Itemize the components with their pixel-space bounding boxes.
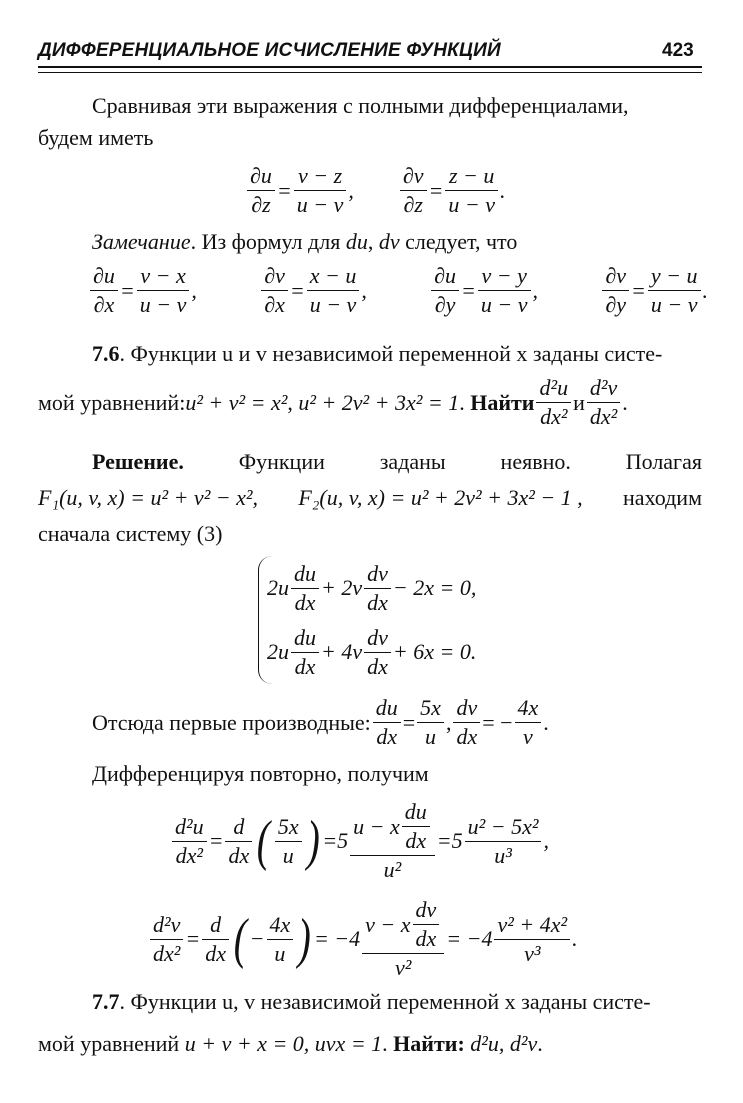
equation-system — [258, 556, 476, 684]
system-row: 2u $\frac{du}{dx}$ + 4v $\frac{dv}{dx}$ + 6x = 0. — [267, 624, 477, 679]
formula-second-derivative-u: $\frac{\text{d²u}}{\text{dx²}}$ = $\frac{d}{dx}$ ( $\frac{5x}{u}$ ) = 5 u − x $\frac{du}{dx}$ u² = 5 $\frac{\text{u² − 5x²}}{\text{u³}}$ , — [170, 798, 549, 884]
solution-label: Решение. — [92, 449, 184, 474]
paragraph-line: Дифференцируя повторно, получим — [92, 761, 429, 786]
system-row: 2u $\frac{du}{dx}$ + 2v $\frac{dv}{dx}$ − 2x = 0, — [267, 560, 477, 615]
formula-partials-z: $\frac{\partial u}{\partial z}$ = $\frac{v - z}{u - v}$ , $\frac{\partial v}{\partial z}$ = $\frac{z - u}{u - v}$ . — [245, 162, 505, 219]
solution-line2: F₁(u, v, x) = u² + v² − x², F₂(u, v, x) = u² + 2v² + 3x² − 1 , находим — [38, 485, 702, 510]
problem-7-6-line1: 7.6. Функции u и v независимой переменной x заданы систе- — [92, 341, 663, 366]
problem-number: 7.6 — [92, 341, 120, 366]
problem-7-7-line1: 7.7. Функции u, v независимой переменной x заданы систе- — [92, 989, 651, 1014]
solution-line3: сначала систему (3) — [38, 521, 223, 546]
paragraph-line: Сравнивая эти выражения с полными дифференциалами, — [92, 93, 629, 118]
solution-line1: Решение. Функции заданы неявно. Полагая — [92, 449, 702, 474]
formula-partials-xy: $\frac{\partial u}{\partial x}$ = $\frac{v - x}{u - v}$ , $\frac{\partial v}{\partial x}$ = $\frac{x - u}{u - v}$ , $\frac{\partial u}{\partial y}$ = $\frac{v - y}{u - v}$ , $\frac{\partial v}{\partial y}$ = $\frac{y - u}{u - v}$ . — [88, 262, 708, 319]
problem-number: 7.7 — [92, 989, 120, 1014]
problem-7-7-line2: мой уравнений u + v + x = 0, uvx = 1. Найти: d²u, d²v. — [38, 1031, 543, 1056]
paragraph-line: будем иметь — [38, 125, 154, 150]
problem-7-6-line2: мой уравнений: u² + v² = x² , u² + 2v² + 3x² = 1 . Найти $\frac{\text{d²u}}{\text{dx²}}$ и $\frac{\text{d²v}}{\text{dx²}}$ . — [38, 375, 628, 429]
remark-line: Замечание. Из формул для du, dv следует, что — [92, 229, 518, 254]
first-derivatives-line: Отсюда первые производные: $\frac{du}{dx}$ = $\frac{5x}{u}$ , $\frac{dv}{dx}$ = − $\frac{4x}{v}$ . — [92, 695, 549, 749]
header-rule-thick — [38, 66, 702, 68]
formula-second-derivative-v: $\frac{\text{d²v}}{\text{dx²}}$ = $\frac{d}{dx}$ ( − $\frac{4x}{u}$ ) = − 4 v − x $\frac{dv}{dx}$ v² = − 4 $\frac{\text{v² + 4x²}}{\text{v³}}$ . — [148, 896, 578, 982]
header-rule-thin — [38, 72, 702, 73]
remark-label: Замечание — [92, 229, 191, 254]
page-number: 423 — [662, 40, 694, 61]
running-header-title: ДИФФЕРЕНЦИАЛЬНОЕ ИСЧИСЛЕНИЕ ФУНКЦИЙ — [38, 40, 501, 61]
